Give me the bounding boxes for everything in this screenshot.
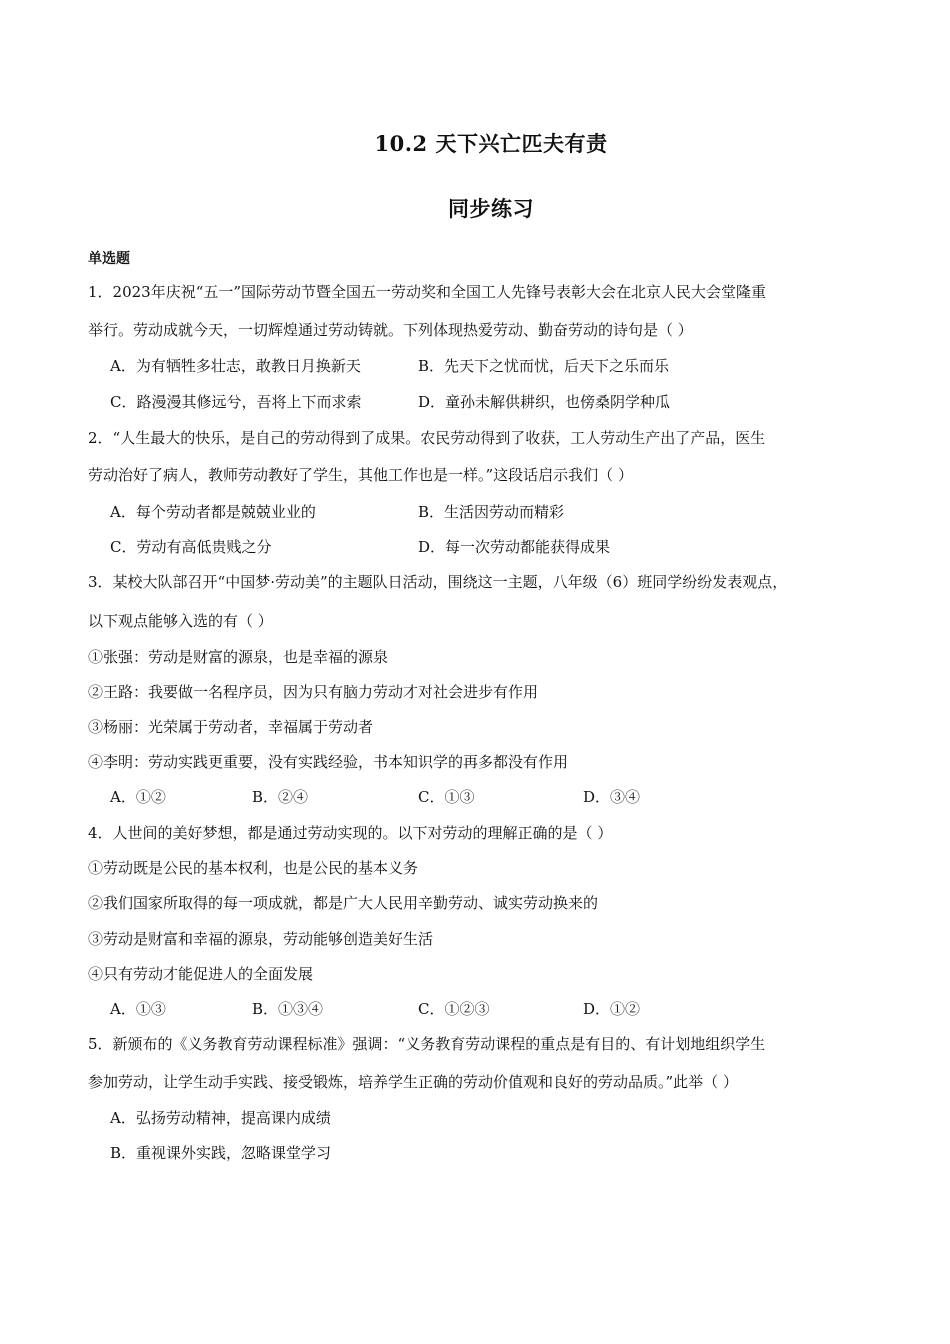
question-4-statement-3: ③劳动是财富和幸福的源泉，劳动能够创造美好生活 [88, 930, 434, 948]
question-3-option-d: D．③④ [583, 788, 641, 806]
question-1-option-b: B．先天下之忧而忧，后天下之乐而乐 [418, 357, 670, 375]
question-3-option-a: A．①② [110, 788, 166, 806]
question-1-option-c: C．路漫漫其修远兮，吾将上下而求索 [110, 393, 362, 411]
question-5-stem-line1: 5．新颁布的《义务教育劳动课程标准》强调：“义务教育劳动课程的重点是有目的、有计划地组织学生 [88, 1035, 766, 1053]
question-3-stem-line1: 3．某校大队部召开“中国梦·劳动美”的主题队日活动，围绕这一主题，八年级（6）班同学纷纷发表观点， [88, 573, 788, 591]
question-4-stem-line1: 4．人世间的美好梦想，都是通过劳动实现的。以下对劳动的理解正确的是（ ） [88, 824, 613, 842]
question-1-option-a: A．为有牺牲多壮志，敢教日月换新天 [110, 357, 361, 375]
question-3-option-b: B．②④ [252, 788, 309, 806]
question-3-option-c: C．①③ [418, 788, 475, 806]
question-2-option-d: D．每一次劳动都能获得成果 [418, 538, 611, 556]
question-1-option-d: D．童孙未解供耕织，也傍桑阴学种瓜 [418, 393, 671, 411]
question-3-statement-2: ②王路：我要做一名程序员，因为只有脑力劳动才对社会进步有作用 [88, 683, 539, 701]
question-5-option-a: A．弘扬劳动精神，提高课内成绩 [110, 1109, 331, 1127]
question-4-statement-4: ④只有劳动才能促进人的全面发展 [88, 965, 314, 983]
question-3-statement-1: ①张强：劳动是财富的源泉，也是幸福的源泉 [88, 648, 389, 666]
question-4-option-b: B．①③④ [252, 1000, 324, 1018]
question-4-option-a: A．①③ [110, 1000, 166, 1018]
question-2-option-a: A．每个劳动者都是兢兢业业的 [110, 503, 316, 521]
question-1-stem-line2: 举行。劳动成就今天，一切辉煌通过劳动铸就。下列体现热爱劳动、勤奋劳动的诗句是（ ） [88, 321, 693, 339]
question-3-stem-line2: 以下观点能够入选的有（ ） [88, 612, 273, 630]
question-5-stem-line2: 参加劳动，让学生动手实践、接受锻炼，培养学生正确的劳动价值观和良好的劳动品质。”此举（ ） [88, 1073, 738, 1091]
question-4-statement-2: ②我们国家所取得的每一项成就，都是广大人民用辛勤劳动、诚实劳动换来的 [88, 894, 599, 912]
question-1-stem-line1: 1．2023年庆祝“五一”国际劳动节暨全国五一劳动奖和全国工人先锋号表彰大会在北京人民大会堂隆重 [88, 283, 767, 301]
section-heading: 单选题 [88, 251, 130, 267]
question-2-option-b: B．生活因劳动而精彩 [418, 503, 565, 521]
page-title: 10.2 天下兴亡匹夫有责 [374, 131, 608, 156]
question-2-stem-line2: 劳动治好了病人，教师劳动教好了学生，其他工作也是一样。”这段话启示我们（ ） [88, 466, 633, 484]
question-3-statement-4: ④李明：劳动实践更重要，没有实践经验，书本知识学的再多都没有作用 [88, 753, 569, 771]
question-5-option-b: B．重视课外实践，忽略课堂学习 [110, 1144, 332, 1162]
question-4-option-c: C．①②③ [418, 1000, 490, 1018]
question-2-option-c: C．劳动有高低贵贱之分 [110, 538, 272, 556]
question-2-stem-line1: 2．“人生最大的快乐，是自己的劳动得到了成果。农民劳动得到了收获，工人劳动生产出了产品，医生 [88, 429, 766, 447]
question-4-option-d: D．①② [583, 1000, 641, 1018]
page-subtitle: 同步练习 [448, 196, 534, 221]
question-3-statement-3: ③杨丽：光荣属于劳动者，幸福属于劳动者 [88, 718, 374, 736]
question-4-statement-1: ①劳动既是公民的基本权利，也是公民的基本义务 [88, 859, 419, 877]
